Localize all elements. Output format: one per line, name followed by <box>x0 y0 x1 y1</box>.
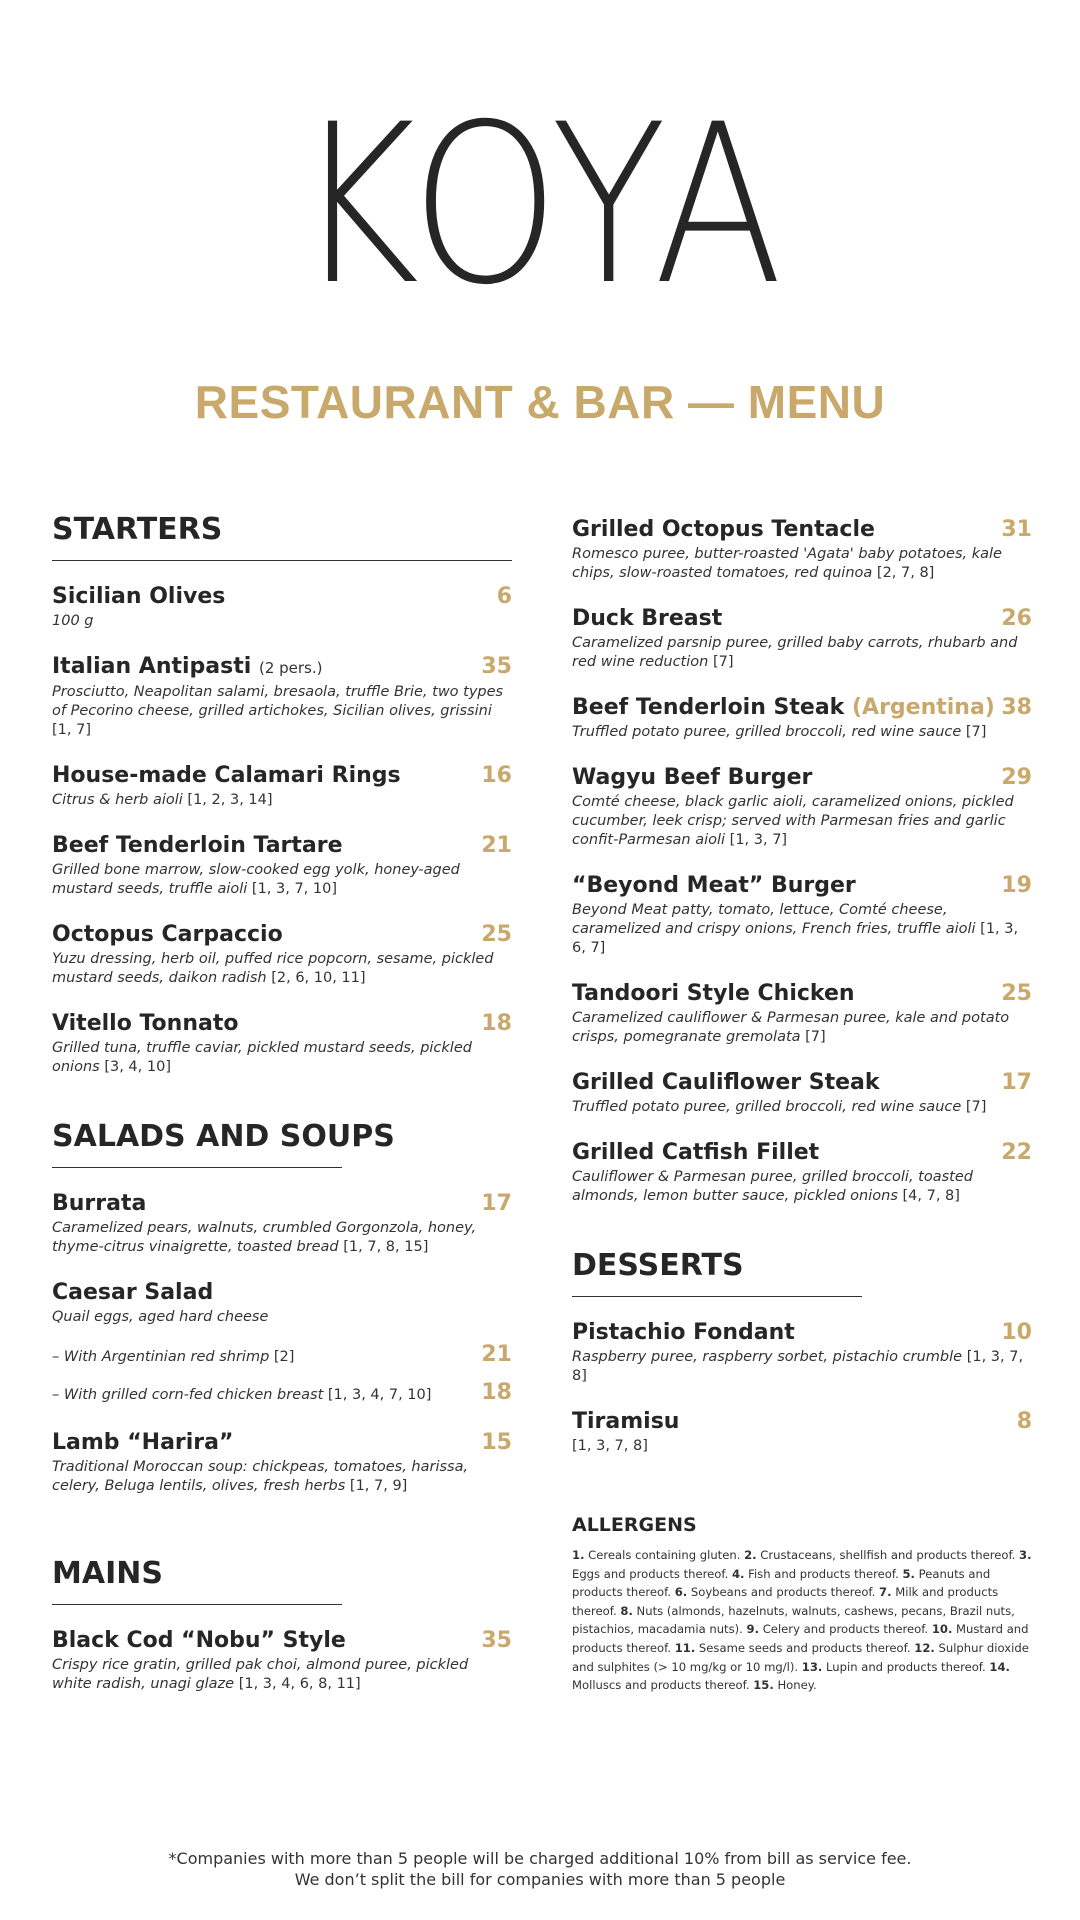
item-name: Vitello Tonnato <box>52 1011 239 1036</box>
item-allergens: [1, 3, 6, 7] <box>572 921 1019 956</box>
item-description: Quail eggs, aged hard cheese <box>52 1309 269 1325</box>
item-allergens: [1, 3, 4, 7, 10] <box>327 1387 432 1403</box>
item-name: Beef Tenderloin Tartare <box>52 833 343 858</box>
item-description: Traditional Moroccan soup: chickpeas, tomatoes, harissa, celery, Beluga lentils, olives, fresh herbs <box>52 1459 469 1494</box>
menu-item <box>572 516 1032 583</box>
menu-item <box>572 980 1032 1047</box>
item-allergens: [1, 3, 7, 10] <box>251 881 338 897</box>
menu-item <box>572 764 1032 850</box>
split-bill-note: We don’t split the bill for companies with more than 5 people <box>294 1870 786 1889</box>
restaurant-logo: KOYA <box>295 77 785 333</box>
section-heading-desserts: DESSERTS <box>572 1248 744 1283</box>
item-allergens: [7] <box>965 724 987 740</box>
item-description: Grilled tuna, truffle caviar, pickled mustard seeds, pickled onions <box>52 1040 472 1075</box>
allergen-number: 13. <box>801 1659 823 1674</box>
allergen-text: Sulphur dioxide and sulphites (> 10 mg/kg or 10 mg/l). <box>572 1640 1029 1674</box>
variant-price: 18 <box>481 1380 512 1405</box>
item-name: Sicilian Olives <box>52 584 226 609</box>
menu-item <box>572 605 1032 672</box>
item-name: Italian Antipasti <box>52 654 252 679</box>
item-name: Duck Breast <box>572 606 723 631</box>
item-name: Black Cod “Nobu” Style <box>52 1628 346 1653</box>
item-price: 31 <box>1001 517 1032 542</box>
item-description: Grilled bone marrow, slow-cooked egg yolk, honey-aged mustard seeds, truffle aioli <box>52 862 460 897</box>
item-origin: (Argentina) <box>851 695 995 720</box>
menu-item <box>52 762 512 810</box>
allergen-number: 2. <box>744 1548 757 1562</box>
menu-item <box>52 1010 512 1077</box>
service-fee-note: *Companies with more than 5 people will be charged additional 10% from bill as service fee. <box>168 1849 912 1868</box>
allergen-number: 8. <box>620 1603 633 1618</box>
menu-item <box>52 921 512 988</box>
item-portion-note: (2 pers.) <box>258 659 323 677</box>
item-name: Grilled Cauliflower Steak <box>572 1070 880 1095</box>
allergen-number: 4. <box>731 1566 745 1581</box>
allergen-text: Celery and products thereof. <box>759 1622 932 1637</box>
item-price: 16 <box>481 763 512 788</box>
item-name: Caesar Salad <box>52 1280 214 1305</box>
item-price: 18 <box>481 1011 512 1036</box>
allergen-text: Eggs and products thereof. <box>572 1566 732 1581</box>
item-allergens: [1, 7, 9] <box>349 1478 408 1494</box>
item-description: Yuzu dressing, herb oil, puffed rice popcorn, sesame, pickled mustard seeds, daikon radish <box>52 951 494 986</box>
item-allergens: [1, 3, 7] <box>729 832 788 848</box>
menu-item <box>572 1408 1032 1456</box>
menu-item <box>572 872 1032 958</box>
item-name: Tandoori Style Chicken <box>572 981 855 1006</box>
allergen-text: Cereals containing gluten. <box>584 1548 745 1562</box>
item-price: 35 <box>481 654 512 679</box>
menu-item <box>52 1627 512 1694</box>
item-name: Grilled Catfish Fillet <box>572 1140 820 1165</box>
item-price: 17 <box>1001 1070 1032 1095</box>
item-variant <box>52 1379 512 1407</box>
item-variant <box>52 1341 512 1369</box>
item-name: House-made Calamari Rings <box>52 763 401 788</box>
menu-item <box>572 694 1032 742</box>
menu-item <box>572 1319 1032 1386</box>
allergen-text: Peanuts and products thereof. <box>572 1566 991 1600</box>
allergen-number: 12. <box>914 1640 935 1655</box>
allergen-text: Lupin and products thereof. <box>822 1659 990 1674</box>
item-description: 100 g <box>52 613 94 629</box>
allergens-heading: ALLERGENS <box>572 1514 697 1536</box>
footer-note <box>0 1848 1080 1890</box>
menu-subtitle: RESTAURANT & BAR — MENU <box>194 376 886 428</box>
item-allergens: [7] <box>965 1099 987 1115</box>
item-description: Truffled potato puree, grilled broccoli, red wine sauce <box>572 724 962 740</box>
item-description: Comté cheese, black garlic aioli, caramelized onions, pickled cucumber, leek crisp; served with Parmesan fries and garlic confit-Parmesan aioli <box>572 794 1014 848</box>
allergen-text: Mustard and products thereof. <box>572 1622 1029 1655</box>
variant-price: 21 <box>481 1342 512 1367</box>
allergen-number: 9. <box>746 1622 760 1637</box>
item-description: Prosciutto, Neapolitan salami, bresaola, truffle Brie, two types of Pecorino cheese, grilled artichokes, Sicilian olives, grissini <box>52 684 504 719</box>
allergen-text: Nuts (almonds, hazelnuts, walnuts, cashews, pecans, Brazil nuts, pistachios, macadamia nuts). <box>572 1603 1015 1637</box>
menu-item <box>572 1139 1032 1206</box>
item-description: Beyond Meat patty, tomato, lettuce, Comté cheese, caramelized and crispy onions, French fries, truffle aioli <box>572 902 976 937</box>
salads-soups-section <box>52 1119 512 1496</box>
allergen-number: 6. <box>674 1585 688 1600</box>
item-price: 22 <box>1001 1140 1032 1165</box>
allergen-number: 14. <box>989 1659 1010 1674</box>
item-name: Burrata <box>52 1191 147 1216</box>
desserts-section <box>572 1248 1032 1456</box>
section-heading-starters: STARTERS <box>52 512 223 547</box>
menu-item <box>52 583 512 631</box>
allergen-text: Sesame seeds and products thereof. <box>695 1640 915 1655</box>
item-description: Caramelized pears, walnuts, crumbled Gorgonzola, honey, thyme-citrus vinaigrette, toasted bread <box>52 1220 477 1255</box>
item-allergens: [2, 6, 10, 11] <box>271 970 366 986</box>
item-price: 6 <box>496 584 512 609</box>
allergens-legend <box>572 1514 1032 1695</box>
menu-item <box>52 832 512 899</box>
item-allergens: [1, 3, 4, 6, 8, 11] <box>238 1676 361 1692</box>
allergen-number: 1. <box>572 1548 585 1562</box>
allergen-text: Crustaceans, shellfish and products thereof. <box>756 1548 1020 1562</box>
item-allergens: [1, 2, 3, 14] <box>187 792 273 808</box>
variant-label: – With Argentinian red shrimp <box>52 1349 270 1365</box>
item-allergens: [7] <box>805 1029 826 1045</box>
section-divider <box>52 560 512 561</box>
item-description: Cauliflower & Parmesan puree, grilled broccoli, toasted almonds, lemon butter sauce, pickled onions <box>572 1169 973 1204</box>
mains-section <box>52 1556 512 1694</box>
item-name: Tiramisu <box>572 1409 680 1434</box>
item-allergens: [4, 7, 8] <box>902 1188 960 1204</box>
item-price: 8 <box>1016 1409 1032 1434</box>
item-price: 19 <box>1001 873 1032 898</box>
allergen-text: Milk and products thereof. <box>572 1585 999 1618</box>
item-name: Beef Tenderloin Steak <box>572 695 845 720</box>
allergen-text: Soybeans and products thereof. <box>687 1585 880 1600</box>
item-description: Raspberry puree, raspberry sorbet, pistachio crumble <box>572 1349 963 1365</box>
section-heading-mains: MAINS <box>52 1556 163 1591</box>
item-price: 15 <box>481 1430 512 1455</box>
item-price: 25 <box>481 922 512 947</box>
item-name: Grilled Octopus Tentacle <box>572 517 875 542</box>
item-allergens: [1, 7, 8, 15] <box>343 1239 429 1255</box>
mains-continued-section <box>572 516 1032 1206</box>
item-allergens: [2, 7, 8] <box>876 565 935 581</box>
item-price: 29 <box>1001 765 1032 790</box>
item-price: 17 <box>481 1191 512 1216</box>
item-name: Lamb “Harira” <box>52 1430 234 1455</box>
right-column <box>572 516 1032 1695</box>
item-price: 35 <box>481 1628 512 1653</box>
item-description: Romesco puree, butter-roasted 'Agata' baby potatoes, kale chips, slow-roasted tomatoes, red quinoa <box>572 546 1002 581</box>
item-allergens: [1, 7] <box>52 722 91 738</box>
allergens-list <box>572 1546 1032 1695</box>
menu-item <box>52 1190 512 1257</box>
allergen-number: 5. <box>902 1566 915 1581</box>
item-name: “Beyond Meat” Burger <box>572 873 856 898</box>
section-divider <box>52 1167 342 1168</box>
left-column <box>52 512 512 1736</box>
item-allergens: [2] <box>273 1349 295 1365</box>
item-name: Octopus Carpaccio <box>52 922 283 947</box>
item-allergens: [1, 3, 7, 8] <box>572 1438 648 1454</box>
allergen-text: Molluscs and products thereof. <box>572 1678 754 1693</box>
item-name: Pistachio Fondant <box>572 1320 795 1345</box>
item-allergens: [7] <box>712 654 734 670</box>
menu-item <box>52 653 512 740</box>
item-description: Caramelized parsnip puree, grilled baby carrots, rhubarb and red wine reduction <box>572 635 1018 670</box>
menu-item <box>52 1279 512 1407</box>
item-description: Crispy rice gratin, grilled pak choi, almond puree, pickled white radish, unagi glaze <box>52 1657 469 1692</box>
item-price: 26 <box>1001 606 1032 631</box>
item-description: Citrus & herb aioli <box>52 792 183 808</box>
allergen-number: 15. <box>753 1678 774 1693</box>
section-divider <box>572 1296 862 1297</box>
allergen-number: 10. <box>931 1622 953 1637</box>
menu-item <box>52 1429 512 1496</box>
item-name: Wagyu Beef Burger <box>572 765 813 790</box>
allergen-text: Honey. <box>773 1678 817 1693</box>
menu-item <box>572 1069 1032 1117</box>
item-allergens: [1, 3, 7, 8] <box>572 1349 1024 1384</box>
item-price: 21 <box>481 833 512 858</box>
section-heading-salads-soups: SALADS AND SOUPS <box>52 1119 395 1154</box>
allergen-number: 7. <box>879 1585 892 1600</box>
allergen-text: Fish and products thereof. <box>744 1566 903 1581</box>
section-divider <box>52 1604 342 1605</box>
item-description: Caramelized cauliflower & Parmesan puree, kale and potato crisps, pomegranate gremolata <box>572 1010 1010 1045</box>
item-price: 10 <box>1001 1320 1032 1345</box>
item-price: 38 <box>1001 695 1032 720</box>
item-price: 25 <box>1001 981 1032 1006</box>
variant-label: – With grilled corn-fed chicken breast <box>52 1387 324 1403</box>
item-description: Truffled potato puree, grilled broccoli, red wine sauce <box>572 1099 962 1115</box>
allergen-number: 11. <box>674 1640 696 1655</box>
allergen-number: 3. <box>1019 1548 1032 1562</box>
starters-section <box>52 512 512 1077</box>
item-allergens: [3, 4, 10] <box>104 1059 171 1075</box>
